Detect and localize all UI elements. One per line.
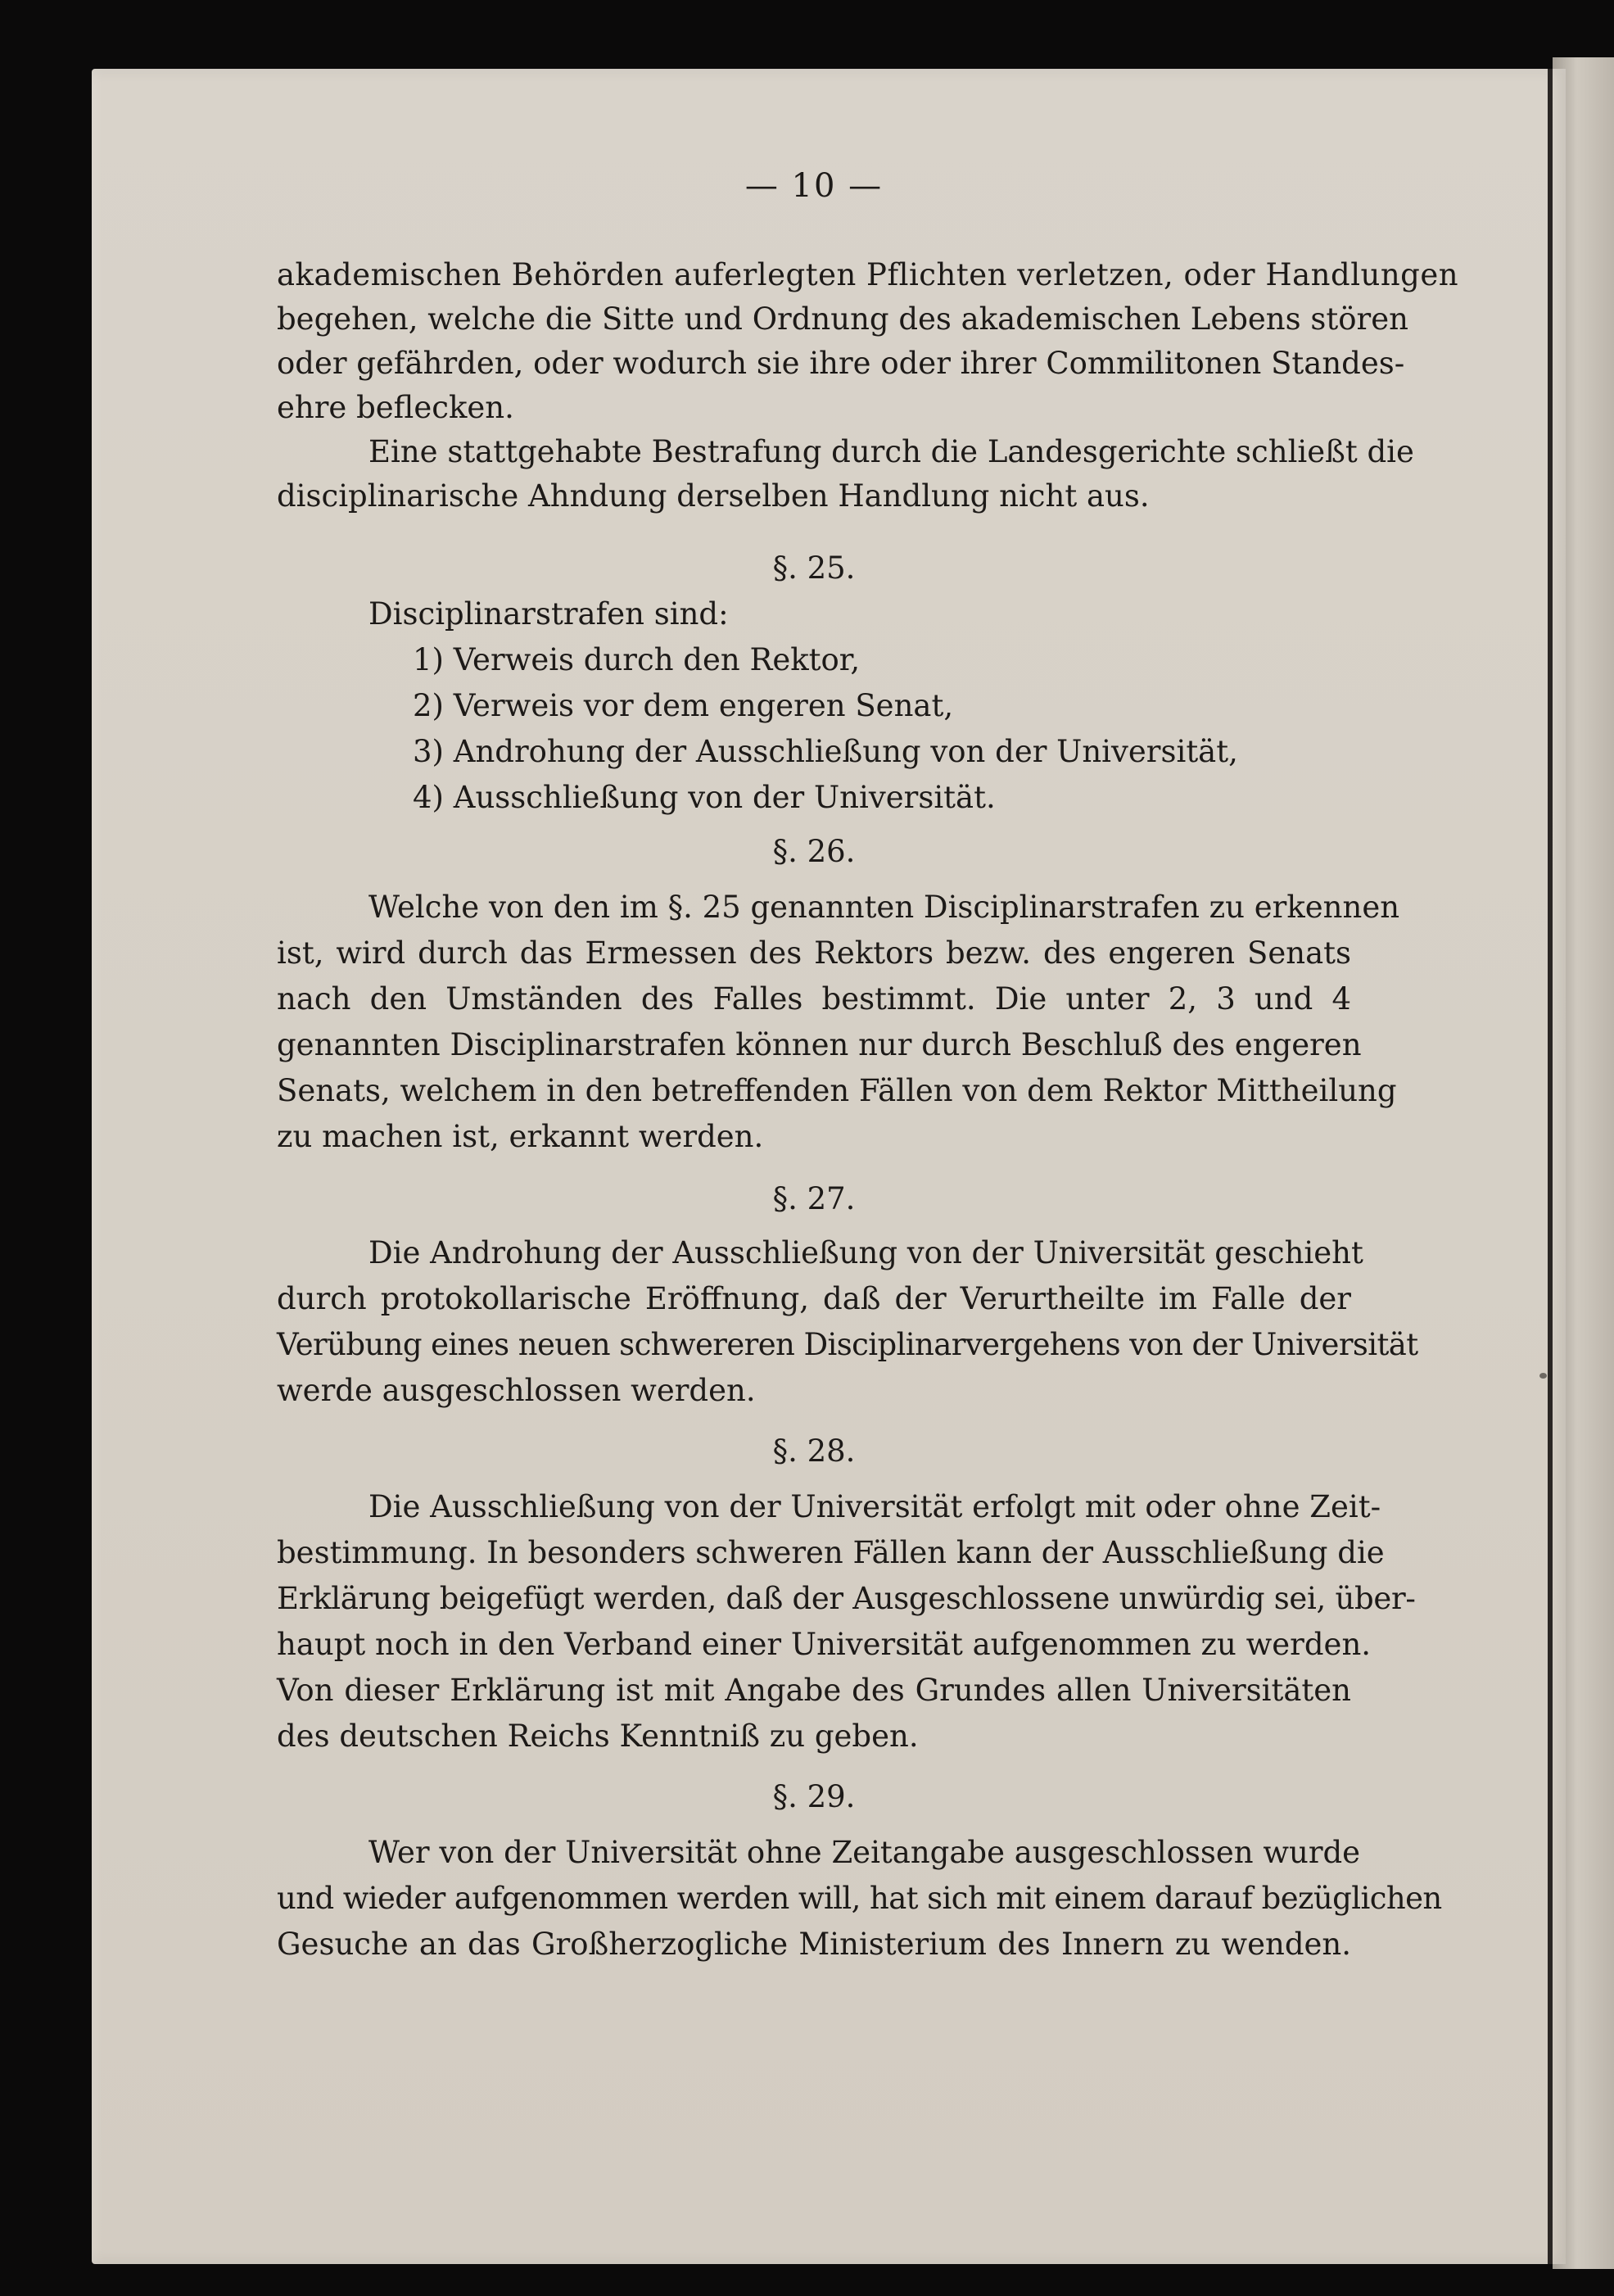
text-line: durch protokollarische Eröffnung, daß der Verurtheilte im Falle der	[277, 1281, 1351, 1316]
paper-speck	[1539, 1373, 1547, 1379]
list-item: 2) Verweis vor dem engeren Senat,	[413, 688, 954, 723]
text-line: Senats, welchem in den betreffenden Fällen von dem Rektor Mittheilung	[277, 1073, 1397, 1108]
text-line: zu machen ist, erkannt werden.	[277, 1119, 764, 1154]
list-item: 1) Verweis durch den Rektor,	[413, 642, 861, 677]
text-line: Erklärung beigefügt werden, daß der Ausgeschlossene unwürdig sei, über-	[277, 1581, 1416, 1616]
text-line: Von dieser Erklärung ist mit Angabe des Grundes allen Universitäten	[277, 1673, 1351, 1708]
page-gutter-shadow	[1548, 69, 1553, 2264]
text-line: Verübung eines neuen schwereren Disciplinarvergehens von der Universität	[277, 1327, 1418, 1362]
section-heading-28: §. 28.	[772, 1433, 856, 1469]
text-line: ist, wird durch das Ermessen des Rektors bezw. des engeren Senats	[277, 935, 1351, 971]
text-line: des deutschen Reichs Kenntniß zu geben.	[277, 1719, 919, 1754]
page-number: — 10 —	[744, 167, 884, 205]
text-line: Eine stattgehabte Bestrafung durch die Landesgerichte schließt die	[368, 434, 1414, 469]
text-line: Gesuche an das Großherzogliche Ministerium des Innern zu wenden.	[277, 1927, 1351, 1962]
text-line: Welche von den im §. 25 genannten Disciplinarstrafen zu erkennen	[368, 890, 1400, 925]
text-line: werde ausgeschlossen werden.	[277, 1373, 756, 1408]
text-line: bestimmung. In besonders schweren Fällen kann der Ausschließung die	[277, 1535, 1385, 1570]
list-item: 4) Ausschließung von der Universität.	[413, 780, 996, 815]
text-line: haupt noch in den Verband einer Universität aufgenommen zu werden.	[277, 1627, 1372, 1662]
text-line: begehen, welche die Sitte und Ordnung des akademischen Lebens stören	[277, 301, 1408, 337]
list-item: 3) Androhung der Ausschließung von der Universität,	[413, 734, 1238, 769]
text-line: nach den Umständen des Falles bestimmt. Die unter 2, 3 und 4	[277, 981, 1351, 1017]
text-line: oder gefährden, oder wodurch sie ihre oder ihrer Commilitonen Standes-	[277, 346, 1405, 381]
section-heading-26: §. 26.	[772, 834, 856, 869]
text-line: Die Ausschließung von der Universität erfolgt mit oder ohne Zeit-	[368, 1489, 1381, 1524]
text-line: Wer von der Universität ohne Zeitangabe ausgeschlossen wurde	[368, 1835, 1361, 1870]
section-heading-27: §. 27.	[772, 1181, 856, 1216]
section-heading-25: §. 25.	[772, 550, 856, 586]
text-line: akademischen Behörden auferlegten Pflichten verletzen, oder Handlungen	[277, 257, 1459, 292]
text-line: Die Androhung der Ausschließung von der Universität geschieht	[368, 1235, 1363, 1270]
text-line: genannten Disciplinarstrafen können nur durch Beschluß des engeren	[277, 1027, 1362, 1062]
text-line: und wieder aufgenommen werden will, hat sich mit einem darauf bezüglichen	[277, 1881, 1442, 1916]
text-line: disciplinarische Ahndung derselben Handlung nicht aus.	[277, 478, 1150, 514]
section-intro: Disciplinarstrafen sind:	[368, 596, 729, 632]
section-heading-29: §. 29.	[772, 1779, 856, 1814]
text-line: ehre beflecken.	[277, 390, 514, 425]
